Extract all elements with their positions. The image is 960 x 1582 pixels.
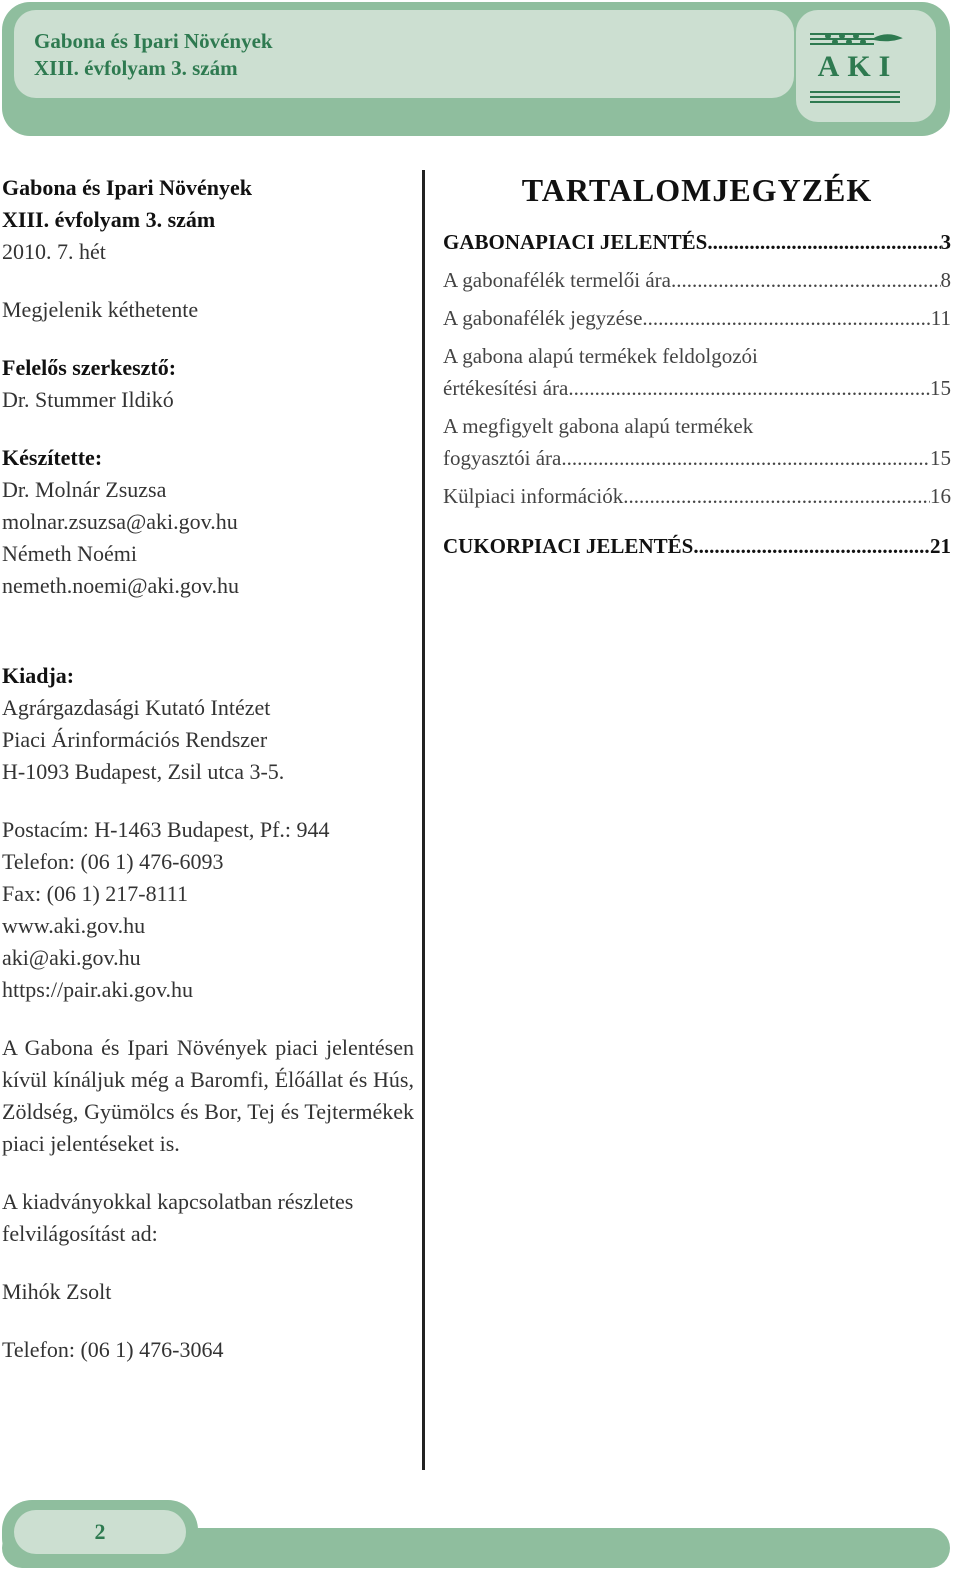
publication-frequency: Megjelenik kéthetente [2,297,199,322]
colophon [2,172,414,1366]
toc-entry-quotation[interactable] [443,302,951,334]
toc-title: TARTALOMJEGYZÉK [521,172,873,208]
toc-section-grain-report[interactable] [443,226,951,258]
postal-address: Postacím: H-1463 Budapest, Pf.: 944 [2,817,330,842]
toc-entry-title: A megfigyelt gabona alapú termékek [443,414,754,438]
toc-section-sugar-report[interactable] [443,530,951,562]
publisher-name: Agrárgazdasági Kutató Intézet [2,695,271,720]
toc-entry-foreign-market[interactable] [443,480,951,512]
prepared-label: Készítette: [2,445,103,470]
fax-number: Fax: (06 1) 217-8111 [2,881,188,906]
page-number: 2 [14,1510,186,1554]
email-link[interactable]: aki@aki.gov.hu [2,945,141,970]
toc-entry-title: CUKORPIACI JELENTÉS [443,534,694,558]
toc-entry-page: 21 [930,534,951,558]
header-title [34,28,273,82]
toc-leader [561,442,930,474]
toc-entry-consumer-price[interactable] [443,410,951,474]
toc-entry-title-cont: értékesítési ára [443,376,569,400]
author-name: Dr. Molnár Zsuzsa [2,477,167,502]
publisher-department: Piaci Árinformációs Rendszer [2,727,268,752]
publication-week: 2010. 7. hét [2,239,106,264]
offer-paragraph: A Gabona és Ipari Növények piaci jelentésen kívül kínáljuk még a Baromfi, Élőállat és Hús, Zöldség, Gyümölcs és Bor, Tej és Tejtermékek piaci jelentéseket is. [2,1035,414,1156]
toc-leader [707,226,940,258]
toc-leader [671,264,941,296]
column-divider [422,170,425,1470]
toc-entry-title: A gabonafélék termelői ára [443,268,671,292]
logo-text: AKI [817,50,899,83]
editor-label: Felelős szerkesztő: [2,355,177,380]
toc-entry-page: 16 [930,484,951,508]
toc-entry-line [443,372,951,404]
toc-entry-title: A gabona alapú termékek feldolgozói [443,344,758,368]
header-title-panel [14,10,794,98]
toc-entry-title: Külpiaci információk [443,484,624,508]
author-name: Németh Noémi [2,541,138,566]
author-email[interactable]: nemeth.noemi@aki.gov.hu [2,573,239,598]
editor-name: Dr. Stummer Ildikó [2,387,174,412]
publisher-address: H-1093 Budapest, Zsil utca 3-5. [2,759,285,784]
toc-entry-page: 11 [930,306,951,330]
toc-entry-title: GABONAPIACI JELENTÉS [443,230,708,254]
toc-entry-title: A gabonafélék jegyzése [443,306,643,330]
toc-leader [623,480,930,512]
publisher-label: Kiadja: [2,663,75,688]
toc-entry-line [443,442,951,474]
website-link[interactable]: www.aki.gov.hu [2,913,146,938]
toc-leader [642,302,930,334]
toc-leader [693,530,930,562]
contact-phone: Telefon: (06 1) 476-3064 [2,1337,224,1362]
pair-website-link[interactable]: https://pair.aki.gov.hu [2,977,194,1002]
toc-entry-page: 3 [940,230,951,254]
toc-leader [568,372,930,404]
toc-entry-processor-price[interactable] [443,340,951,404]
publication-title: Gabona és Ipari Növények [2,175,252,200]
author-email[interactable]: molnar.zsuzsa@aki.gov.hu [2,509,238,534]
contact-name: Mihók Zsolt [2,1279,112,1304]
toc-entry-page: 8 [940,268,951,292]
phone-number: Telefon: (06 1) 476-6093 [2,849,224,874]
header-title-line2: XIII. évfolyam 3. szám [34,56,238,80]
info-paragraph: A kiadványokkal kapcsolatban részletes felvilágosítást ad: [2,1189,354,1246]
toc-entry-page: 15 [930,446,951,470]
publication-volume: XIII. évfolyam 3. szám [2,207,216,232]
table-of-contents [443,168,951,562]
aki-logo [808,28,908,108]
header-title-line1: Gabona és Ipari Növények [34,29,273,53]
toc-entry-producer-price[interactable] [443,264,951,296]
toc-entry-title-cont: fogyasztói ára [443,446,562,470]
toc-entry-page: 15 [930,376,951,400]
logo-underline-icon [808,88,908,106]
